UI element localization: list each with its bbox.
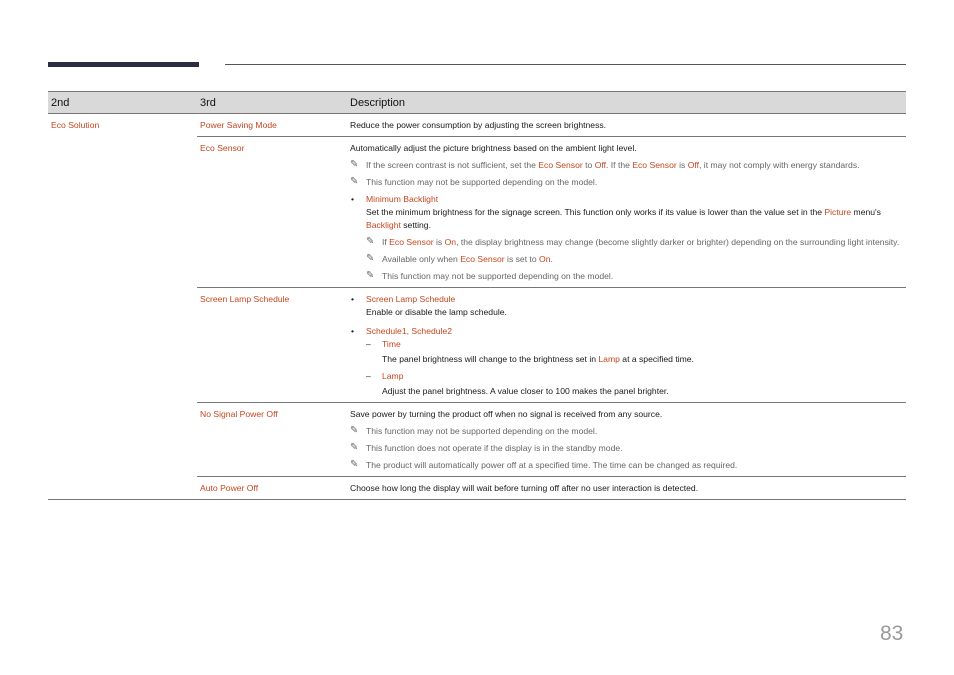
note: ✎ This function may not be supported depending on the model. xyxy=(350,176,598,187)
table-row xyxy=(48,114,906,137)
note: ✎ The product will automatically power off at a specified time. The time can be changed as required. xyxy=(350,459,738,470)
note-pen-icon: ✎ xyxy=(366,253,375,264)
dash-icon: – xyxy=(366,371,371,381)
bullet-icon: • xyxy=(351,294,355,304)
note-pen-icon: ✎ xyxy=(350,159,359,170)
dash-icon: – xyxy=(366,339,371,349)
header-3rd: 3rd xyxy=(197,92,347,114)
header-2nd: 2nd xyxy=(48,92,197,114)
bullet-minimum-backlight: • Minimum Backlight Set the minimum brightness for the signage screen. This function only works if its value is lower than the value set in the Picture menu's Backlight setting. ✎ If Eco Sensor is On, the display brightness may change (become slightly darker or brighter) depending on the surrounding light intensity. ✎ Available only when Eco Sensor is set to On. ✎ This function may not be supported depending on the model. xyxy=(350,193,903,283)
note-pen-icon: ✎ xyxy=(366,236,375,247)
header-description: Description xyxy=(347,92,906,114)
sub-item-time: – Time The panel brightness will change to the brightness set in Lamp at a specified time. xyxy=(366,339,694,364)
note-pen-icon: ✎ xyxy=(350,459,359,470)
note: ✎ If Eco Sensor is On, the display brightness may change (become slightly darker or brighter) depending on the surrounding light intensity. xyxy=(366,236,900,247)
note: ✎ This function may not be supported depending on the model. xyxy=(366,270,614,281)
item-no-signal-power-off: No Signal Power Off xyxy=(197,403,347,477)
power-saving-desc: Reduce the power consumption by adjusting the screen brightness. xyxy=(347,114,906,137)
note-pen-icon: ✎ xyxy=(350,176,359,187)
eco-sensor-cell xyxy=(347,137,906,288)
note-pen-icon: ✎ xyxy=(350,442,359,453)
settings-table xyxy=(48,91,906,500)
note: ✎ If the screen contrast is not sufficient, set the Eco Sensor to Off. If the Eco Sensor is Off, it may not comply with energy standards. xyxy=(350,159,860,170)
bullet-icon: • xyxy=(351,194,355,204)
bullet-icon: • xyxy=(351,326,355,336)
header-rule-thick xyxy=(48,62,199,67)
note-pen-icon: ✎ xyxy=(366,270,375,281)
page-number: 83 xyxy=(880,622,904,645)
sub-item-lamp: – Lamp Adjust the panel brightness. A value closer to 100 makes the panel brighter. xyxy=(366,371,669,396)
item-auto-power-off: Auto Power Off xyxy=(197,477,347,500)
item-eco-sensor: Eco Sensor xyxy=(197,137,347,288)
note-pen-icon: ✎ xyxy=(350,425,359,436)
note: ✎ This function does not operate if the display is in the standby mode. xyxy=(350,442,623,453)
item-power-saving-mode: Power Saving Mode xyxy=(197,114,347,137)
note: ✎ Available only when Eco Sensor is set to On. xyxy=(366,253,553,264)
item-screen-lamp-schedule: Screen Lamp Schedule xyxy=(197,288,347,403)
eco-sensor-desc: Automatically adjust the picture brightness based on the ambient light level. xyxy=(350,143,637,153)
lamp-schedule-cell xyxy=(347,288,906,403)
header-rule-thin xyxy=(225,64,906,65)
note: ✎ This function may not be supported depending on the model. xyxy=(350,425,598,436)
bullet-screen-lamp-schedule: • Screen Lamp Schedule Enable or disable the lamp schedule. xyxy=(351,294,507,317)
auto-power-desc: Choose how long the display will wait before turning off after no user interaction is detected. xyxy=(347,477,906,500)
no-signal-cell: Save power by turning the product off when no signal is received from any source. ✎ This function may not be supported depending on the model. ✎ This function does not operate if the display is in the standby mode. ✎ The product will automatically power off at a specified time. The time can be changed as required. xyxy=(347,403,906,477)
bullet-schedule1-schedule2: • Schedule1, Schedule2 – Time The panel brightness will change to the brightness set in Lamp at a specified time. – Lamp Adjust the panel brightness. A value closer to 100 makes the panel brighter. xyxy=(350,325,903,398)
section-eco-solution: Eco Solution xyxy=(48,114,197,500)
table-header-row xyxy=(48,92,906,114)
